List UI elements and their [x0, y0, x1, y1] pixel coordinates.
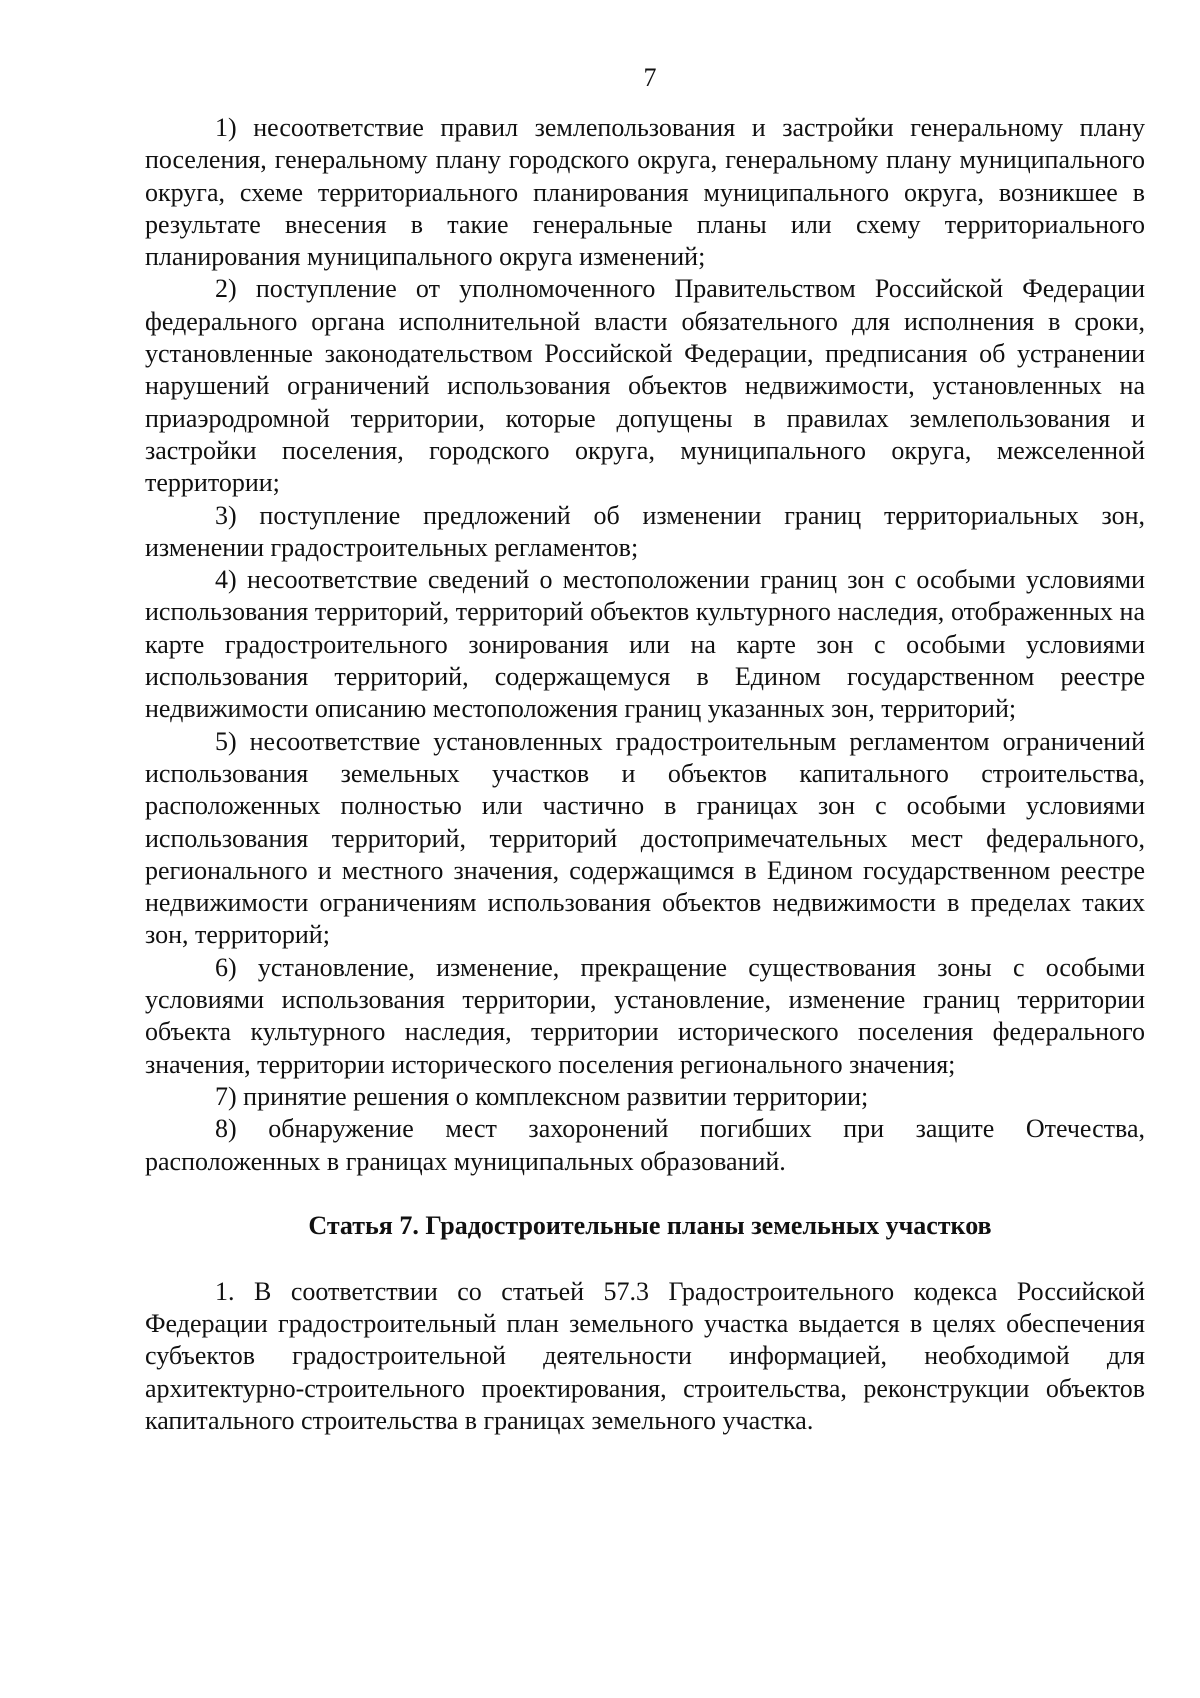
document-page	[145, 62, 1145, 1437]
list-item-5: 5) несоответствие установленных градостроительным регламентом ограничений использования земельных участков и объектов капитального строительства, расположенных полностью или частично в границах зон с особыми условиями использования территорий, территорий достопримечательных мест федерального, регионального и местного значения, содержащимся в Едином государственном реестре недвижимости ограничениям использования объектов недвижимости в пределах таких зон, территорий;	[145, 726, 1145, 950]
page-number: 7	[643, 63, 657, 92]
list-item-7: 7) принятие решения о комплексном развитии территории;	[215, 1081, 869, 1111]
list-item-2: 2) поступление от уполномоченного Правительством Российской Федерации федерального органа исполнительной власти обязательного для исполнения в сроки, установленные законодательством Российской Федерации, предписания об устранении нарушений ограничений использования объектов недвижимости, установленных на приаэродромной территории, которые допущены в правилах землепользования и застройки поселения, городского округа, муниципального округа, межселенной территории;	[145, 274, 1145, 498]
article-paragraph-1: 1. В соответствии со статьей 57.3 Градостроительного кодекса Российской Федерации градостроительный план земельного участка выдается в целях обеспечения субъектов градостроительной деятельности информацией, необходимой для архитектурно-строительного проектирования, строительства, реконструкции объектов капитального строительства в границах земельного участка.	[145, 1276, 1145, 1435]
list-item-8: 8) обнаружение мест захоронений погибших при защите Отечества, расположенных в границах муниципальных образований.	[145, 1114, 1145, 1176]
list-item-3: 3) поступление предложений об изменении границ территориальных зон, изменении градостроительных регламентов;	[145, 500, 1145, 562]
list-item-6: 6) установление, изменение, прекращение существования зоны с особыми условиями использования территории, установление, изменение границ территории объекта культурного наследия, территории исторического поселения федерального значения, территории исторического поселения регионального значения;	[145, 952, 1145, 1079]
list-item-4: 4) несоответствие сведений о местоположении границ зон с особыми условиями использования территорий, территорий объектов культурного наследия, отображенных на карте градостроительного зонирования или на карте зон с особыми условиями использования территорий, содержащемуся в Едином государственном реестре недвижимости описанию местоположения границ указанных зон, территорий;	[145, 565, 1145, 724]
article-heading: Статья 7. Градостроительные планы земельных участков	[308, 1210, 992, 1240]
list-item-1: 1) несоответствие правил землепользования и застройки генеральному плану поселения, генеральному плану городского округа, генеральному плану муниципального округа, схеме территориального планирования муниципального округа, возникшее в результате внесения в такие генеральные планы или схему территориального планирования муниципального округа изменений;	[145, 113, 1145, 272]
